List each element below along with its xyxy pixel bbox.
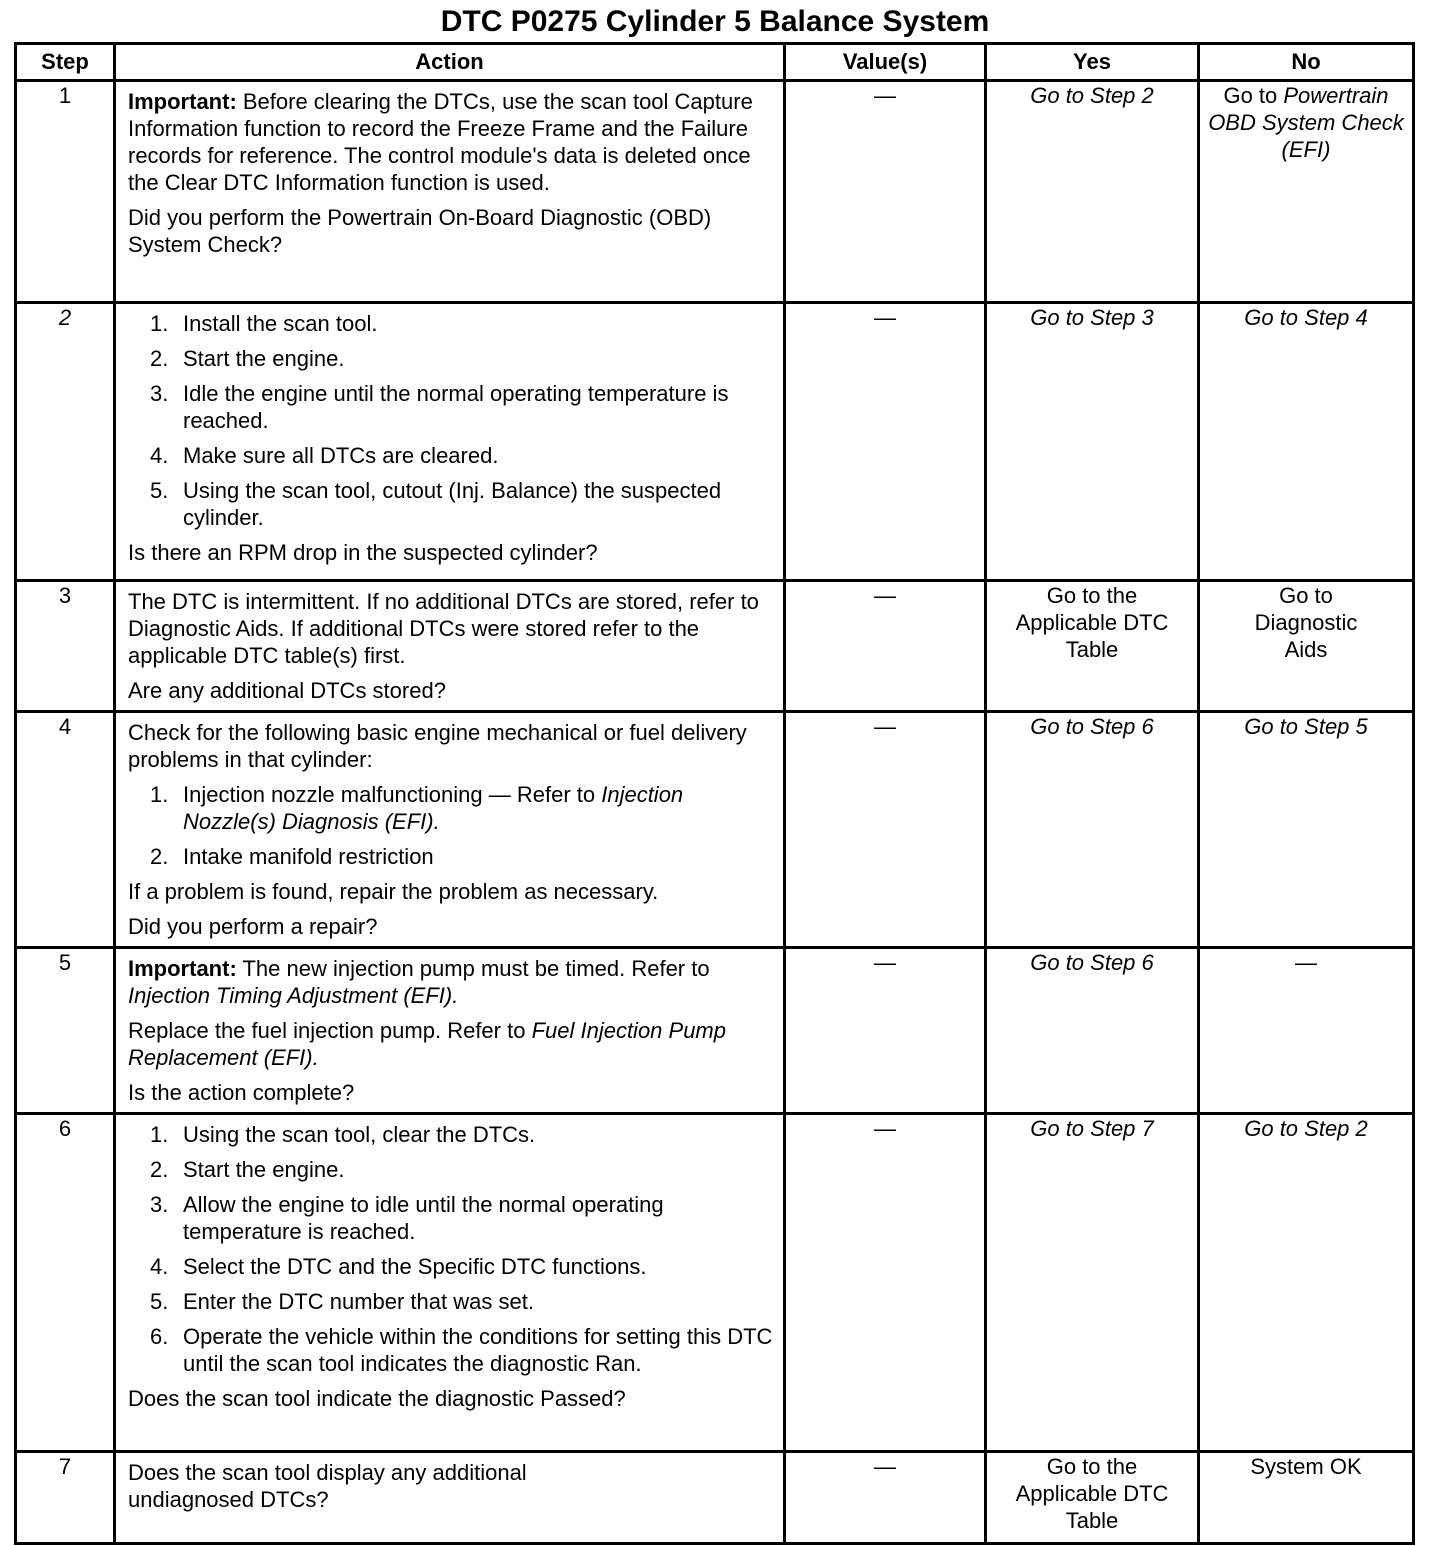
instruction-text: The DTC is intermittent. If no additional DTCs are stored, refer to Diagnostic Aids. If additional DTCs were stored refer to the applicable DTC table(s) first. bbox=[128, 589, 759, 668]
replace-reference[interactable]: Fuel Injection Pump Replacement (EFI). bbox=[128, 1018, 726, 1070]
step-number: 7 bbox=[16, 1452, 115, 1544]
procedure-list bbox=[128, 781, 773, 870]
header-yes: Yes bbox=[986, 44, 1199, 81]
no-link[interactable]: Go to Step 4 bbox=[1244, 305, 1368, 330]
item-text: Intake manifold restriction bbox=[183, 844, 434, 869]
no-cell: — bbox=[1199, 948, 1414, 1114]
action-cell bbox=[115, 948, 785, 1114]
question-text: Does the scan tool display any additional undiagnosed DTCs? bbox=[128, 1460, 527, 1512]
yes-link[interactable]: Go to Step 6 bbox=[1030, 714, 1154, 739]
yes-cell bbox=[986, 303, 1199, 581]
list-item bbox=[150, 1288, 773, 1315]
yes-cell bbox=[986, 1114, 1199, 1452]
replace-text: Replace the fuel injection pump. Refer to bbox=[128, 1018, 532, 1043]
no-cell bbox=[1199, 81, 1414, 303]
table-row-step-4 bbox=[16, 712, 1414, 948]
action-cell bbox=[115, 81, 785, 303]
item-number: 3. bbox=[150, 1192, 169, 1217]
yes-link[interactable]: Go to Step 6 bbox=[1030, 950, 1154, 975]
action-cell bbox=[115, 1452, 785, 1544]
important-reference[interactable]: Injection Timing Adjustment (EFI). bbox=[128, 983, 459, 1008]
item-number: 5. bbox=[150, 1289, 169, 1314]
header-action: Action bbox=[115, 44, 785, 81]
question-text: Are any additional DTCs stored? bbox=[128, 678, 446, 703]
item-text: Enter the DTC number that was set. bbox=[183, 1289, 534, 1314]
no-cell bbox=[1199, 303, 1414, 581]
header-no: No bbox=[1199, 44, 1414, 81]
action-cell bbox=[115, 581, 785, 712]
table-row-step-3 bbox=[16, 581, 1414, 712]
item-number: 1. bbox=[150, 311, 169, 336]
yes-link[interactable]: Go to Step 7 bbox=[1030, 1116, 1154, 1141]
table-row-step-5 bbox=[16, 948, 1414, 1114]
yes-cell bbox=[986, 1452, 1199, 1544]
procedure-list bbox=[128, 1121, 773, 1377]
table-row-step-2 bbox=[16, 303, 1414, 581]
important-note bbox=[128, 88, 773, 196]
important-label: Important: bbox=[128, 956, 237, 981]
question-text: Did you perform the Powertrain On-Board Diagnostic (OBD) System Check? bbox=[128, 205, 712, 257]
important-text: Before clearing the DTCs, use the scan tool Capture Information function to record the Freeze Frame and the Failure records for reference. The control module's data is deleted once the Clear DTC Information function is used. bbox=[128, 89, 753, 195]
table-row-step-6 bbox=[16, 1114, 1414, 1452]
item-number: 5. bbox=[150, 478, 169, 503]
item-text bbox=[183, 781, 773, 835]
value-cell: — bbox=[785, 712, 986, 948]
value-cell: — bbox=[785, 81, 986, 303]
step-number: 6 bbox=[16, 1114, 115, 1452]
no-cell bbox=[1199, 581, 1414, 712]
item-number: 1. bbox=[150, 782, 169, 807]
value-cell: — bbox=[785, 948, 986, 1114]
important-text: The new injection pump must be timed. Refer to bbox=[236, 956, 710, 981]
list-item bbox=[150, 1191, 773, 1245]
action-cell bbox=[115, 712, 785, 948]
item-reference[interactable]: Injection Nozzle(s) Diagnosis (EFI). bbox=[183, 782, 684, 834]
note-text: If a problem is found, repair the problem as necessary. bbox=[128, 879, 659, 904]
yes-link[interactable]: Go to Step 3 bbox=[1030, 305, 1154, 330]
yes-cell bbox=[986, 948, 1199, 1114]
no-link[interactable]: Go to Step 5 bbox=[1244, 714, 1368, 739]
header-row bbox=[16, 44, 1414, 81]
item-text: Make sure all DTCs are cleared. bbox=[183, 443, 499, 468]
yes-link[interactable]: Go to Step 2 bbox=[1030, 83, 1154, 108]
header-values: Value(s) bbox=[785, 44, 986, 81]
step-number: 3 bbox=[16, 581, 115, 712]
item-text: Start the engine. bbox=[183, 346, 345, 371]
list-item bbox=[150, 345, 773, 372]
item-number: 6. bbox=[150, 1324, 169, 1349]
item-number: 2. bbox=[150, 1157, 169, 1182]
question-text: Is there an RPM drop in the suspected cylinder? bbox=[128, 540, 598, 565]
header-step: Step bbox=[16, 44, 115, 81]
list-item bbox=[150, 477, 773, 531]
item-number: 4. bbox=[150, 1254, 169, 1279]
item-text: Allow the engine to idle until the normal operating temperature is reached. bbox=[183, 1192, 664, 1244]
item-number: 3. bbox=[150, 381, 169, 406]
step-number: 5 bbox=[16, 948, 115, 1114]
no-link-prefix: Go to bbox=[1223, 83, 1284, 108]
value-cell: — bbox=[785, 303, 986, 581]
table-row-step-1 bbox=[16, 81, 1414, 303]
item-number: 1. bbox=[150, 1122, 169, 1147]
procedure-list bbox=[128, 310, 773, 531]
no-link[interactable]: System OK bbox=[1250, 1454, 1362, 1479]
value-cell: — bbox=[785, 1452, 986, 1544]
list-item bbox=[150, 843, 773, 870]
item-text: Using the scan tool, clear the DTCs. bbox=[183, 1122, 536, 1147]
item-text: Operate the vehicle within the conditions for setting this DTC until the scan tool indicates the diagnostic Ran. bbox=[183, 1324, 773, 1376]
item-text: Select the DTC and the Specific DTC functions. bbox=[183, 1254, 647, 1279]
item-number: 4. bbox=[150, 443, 169, 468]
list-item bbox=[150, 781, 773, 835]
list-item bbox=[150, 442, 773, 469]
action-cell bbox=[115, 303, 785, 581]
list-item bbox=[150, 1253, 773, 1280]
page-title: DTC P0275 Cylinder 5 Balance System bbox=[440, 5, 990, 38]
item-number: 2. bbox=[150, 844, 169, 869]
replace-instruction bbox=[128, 1017, 773, 1071]
question-text: Is the action complete? bbox=[128, 1080, 355, 1105]
value-cell: — bbox=[785, 1114, 986, 1452]
important-label: Important: bbox=[128, 89, 237, 114]
important-note bbox=[128, 955, 773, 1009]
yes-cell bbox=[986, 81, 1199, 303]
no-link[interactable] bbox=[1200, 82, 1412, 163]
value-cell: — bbox=[785, 581, 986, 712]
no-link[interactable]: Go to Diagnostic Aids bbox=[1254, 583, 1358, 662]
instruction-text: Check for the following basic engine mechanical or fuel delivery problems in that cylinder: bbox=[128, 720, 747, 772]
no-cell bbox=[1199, 1114, 1414, 1452]
step-number: 1 bbox=[16, 81, 115, 303]
no-link-target: Powertrain OBD System Check (EFI) bbox=[1208, 83, 1404, 162]
item-text: Start the engine. bbox=[183, 1157, 345, 1182]
no-link[interactable]: Go to Step 2 bbox=[1244, 1116, 1368, 1141]
list-item bbox=[150, 1121, 773, 1148]
question-text: Did you perform a repair? bbox=[128, 914, 378, 939]
item-text-plain: Injection nozzle malfunctioning — Refer to bbox=[183, 782, 602, 807]
list-item bbox=[150, 1323, 773, 1377]
table-row-step-7 bbox=[16, 1452, 1414, 1544]
no-cell bbox=[1199, 712, 1414, 948]
no-cell bbox=[1199, 1452, 1414, 1544]
item-text: Install the scan tool. bbox=[183, 311, 378, 336]
action-cell bbox=[115, 1114, 785, 1452]
yes-cell bbox=[986, 581, 1199, 712]
item-number: 2. bbox=[150, 346, 169, 371]
list-item bbox=[150, 310, 773, 337]
yes-link[interactable]: Go to the Applicable DTC Table bbox=[1015, 583, 1169, 662]
step-number: 4 bbox=[16, 712, 115, 948]
item-text: Idle the engine until the normal operating temperature is reached. bbox=[183, 381, 729, 433]
yes-cell bbox=[986, 712, 1199, 948]
diagnostic-table bbox=[14, 42, 1415, 1545]
list-item bbox=[150, 1156, 773, 1183]
list-item bbox=[150, 380, 773, 434]
question-text: Does the scan tool indicate the diagnostic Passed? bbox=[128, 1386, 626, 1411]
yes-link[interactable]: Go to the Applicable DTC Table bbox=[1015, 1454, 1169, 1533]
step-number: 2 bbox=[16, 303, 115, 581]
item-text: Using the scan tool, cutout (Inj. Balance) the suspected cylinder. bbox=[183, 478, 722, 530]
